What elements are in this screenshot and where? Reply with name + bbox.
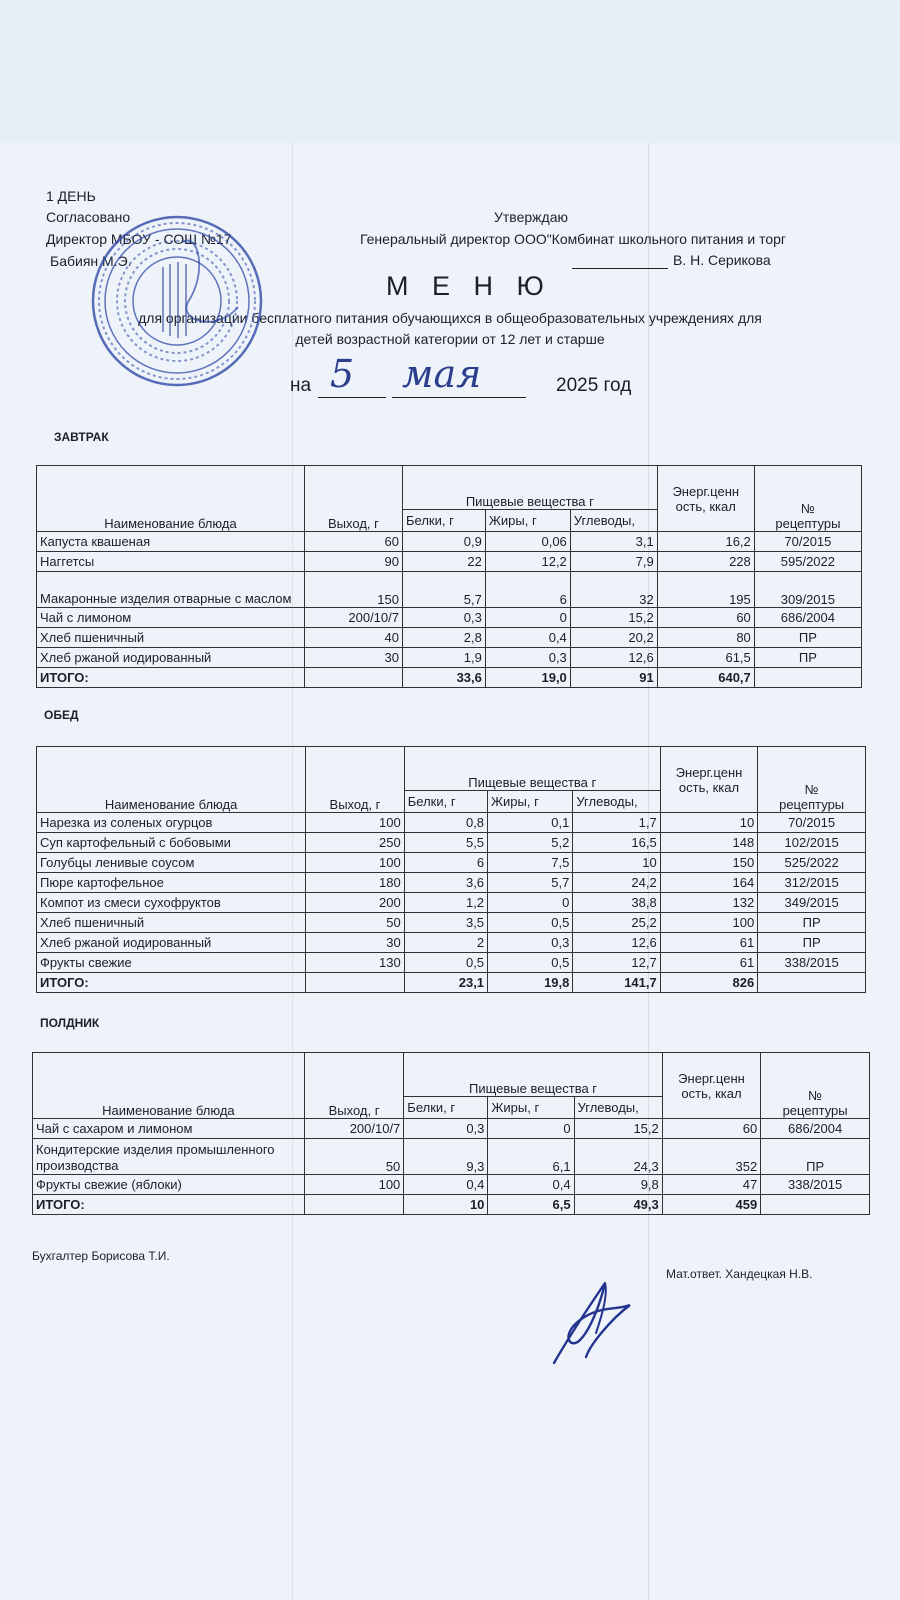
document-subtitle: детей возрастной категории от 12 лет и старше [295, 331, 605, 347]
dish-recipe: 70/2015 [758, 813, 866, 833]
dish-fat: 5,2 [488, 833, 573, 853]
dish-energy: 164 [660, 873, 758, 893]
accountant-label: Бухгалтер Борисова Т.И. [32, 1249, 170, 1263]
total-row [37, 668, 862, 688]
table-row [33, 1139, 870, 1175]
dish-fat: 0 [485, 608, 570, 628]
dish-recipe: ПР [761, 1139, 870, 1175]
dish-carbs: 3,1 [570, 532, 657, 552]
dish-carbs: 9,8 [574, 1175, 662, 1195]
total-energy: 826 [660, 973, 758, 993]
table-row [37, 833, 866, 853]
breakfast-table [36, 465, 862, 688]
dish-protein: 0,8 [404, 813, 487, 833]
col-header-output: Выход, г [306, 747, 405, 813]
dish-recipe: 312/2015 [758, 873, 866, 893]
col-header-recipe [754, 466, 861, 532]
dish-output: 40 [304, 628, 402, 648]
dish-name: Суп картофельный с бобовыми [37, 833, 306, 853]
col-header-name: Наименование блюда [33, 1053, 305, 1119]
table-row [37, 873, 866, 893]
dish-output: 60 [304, 532, 402, 552]
date-day-handwritten: 5 [330, 352, 355, 396]
total-label: ИТОГО: [37, 973, 306, 993]
date-day-line [318, 397, 386, 398]
col-header-nutrients: Пищевые вещества г [402, 466, 657, 510]
dish-name: Компот из смеси сухофруктов [37, 893, 306, 913]
table-row [37, 813, 866, 833]
dish-energy: 60 [657, 608, 754, 628]
dish-protein: 6 [404, 853, 487, 873]
dish-carbs: 32 [570, 572, 657, 608]
snack-table [32, 1052, 870, 1215]
dish-name: Нарезка из соленых огурцов [37, 813, 306, 833]
dish-output: 200/10/7 [304, 608, 402, 628]
director-title: Директор МБОУ - СОШ №17 [46, 231, 232, 247]
dish-energy: 100 [660, 913, 758, 933]
dish-protein: 2,8 [402, 628, 485, 648]
dish-protein: 0,3 [402, 608, 485, 628]
dish-output: 30 [304, 648, 402, 668]
dish-carbs: 12,6 [570, 648, 657, 668]
total-row [33, 1195, 870, 1215]
dish-protein: 1,9 [402, 648, 485, 668]
dish-carbs: 12,7 [573, 953, 660, 973]
col-header-protein: Белки, г [404, 1097, 488, 1119]
col-header-nutrients: Пищевые вещества г [404, 1053, 662, 1097]
total-recipe-empty [758, 973, 866, 993]
total-output-empty [306, 973, 405, 993]
signature-line [572, 268, 668, 269]
dish-protein: 5,7 [402, 572, 485, 608]
col-header-energy [657, 466, 754, 532]
col-header-recipe [761, 1053, 870, 1119]
dish-carbs: 38,8 [573, 893, 660, 913]
dish-recipe: 595/2022 [754, 552, 861, 572]
table-row [37, 572, 862, 608]
dish-protein: 0,3 [404, 1119, 488, 1139]
col-header-recipe-line: № [804, 782, 819, 797]
col-header-output: Выход, г [304, 466, 402, 532]
dish-name: Чай с сахаром и лимоном [33, 1119, 305, 1139]
total-output-empty [304, 668, 402, 688]
background-top [0, 0, 900, 150]
document-subtitle: для организации бесплатного питания обучающихся в общеобразовательных учреждениях для [138, 310, 762, 326]
round-stamp [88, 212, 266, 390]
dish-fat: 0,4 [485, 628, 570, 648]
total-output-empty [304, 1195, 403, 1215]
dish-recipe: 349/2015 [758, 893, 866, 913]
dish-energy: 60 [662, 1119, 760, 1139]
total-label: ИТОГО: [33, 1195, 305, 1215]
dish-output: 130 [306, 953, 405, 973]
dish-carbs: 24,2 [573, 873, 660, 893]
total-carbs: 49,3 [574, 1195, 662, 1215]
col-header-name: Наименование блюда [37, 466, 305, 532]
dish-protein: 5,5 [404, 833, 487, 853]
dish-name: Фрукты свежие (яблоки) [33, 1175, 305, 1195]
dish-energy: 61 [660, 953, 758, 973]
dish-fat: 0 [488, 893, 573, 913]
table-row [37, 608, 862, 628]
dish-fat: 12,2 [485, 552, 570, 572]
dish-fat: 6 [485, 572, 570, 608]
dish-output: 50 [304, 1139, 403, 1175]
dish-recipe: 70/2015 [754, 532, 861, 552]
dish-recipe: 309/2015 [754, 572, 861, 608]
col-header-protein: Белки, г [402, 510, 485, 532]
total-fat: 19,8 [488, 973, 573, 993]
total-energy: 459 [662, 1195, 760, 1215]
col-header-energy-line: Энерг.ценн [675, 764, 743, 780]
dish-energy: 16,2 [657, 532, 754, 552]
col-header-energy-line: Энерг.ценн [678, 1070, 745, 1086]
dish-energy: 150 [660, 853, 758, 873]
date-year: 2025 год [556, 375, 632, 396]
dish-carbs: 16,5 [573, 833, 660, 853]
dish-protein: 1,2 [404, 893, 487, 913]
total-fat: 19,0 [485, 668, 570, 688]
date-month-handwritten: мая [402, 352, 482, 396]
dish-recipe: ПР [758, 933, 866, 953]
table-row [33, 1119, 870, 1139]
dish-protein: 9,3 [404, 1139, 488, 1175]
dish-fat: 7,5 [488, 853, 573, 873]
col-header-fat: Жиры, г [485, 510, 570, 532]
dish-name: Чай с лимоном [37, 608, 305, 628]
general-director-title: Генеральный директор ООО"Комбинат школьного питания и торг [360, 231, 787, 247]
dish-energy: 352 [662, 1139, 760, 1175]
total-protein: 23,1 [404, 973, 487, 993]
responsible-label: Мат.ответ. Хандецкая Н.В. [666, 1267, 813, 1281]
director-name: Бабиян М.Э. [50, 253, 132, 269]
total-carbs: 141,7 [573, 973, 660, 993]
dish-recipe: 686/2004 [761, 1119, 870, 1139]
dish-energy: 61 [660, 933, 758, 953]
dish-fat: 0,1 [488, 813, 573, 833]
dish-output: 100 [306, 813, 405, 833]
dish-fat: 0,3 [488, 933, 573, 953]
col-header-protein: Белки, г [404, 791, 487, 813]
col-header-energy-line: ость, ккал [681, 1085, 742, 1101]
total-recipe-empty [754, 668, 861, 688]
table-row [37, 913, 866, 933]
dish-fat: 0,3 [485, 648, 570, 668]
table-row [37, 552, 862, 572]
col-header-energy-line: ость, ккал [678, 779, 740, 795]
col-header-recipe [758, 747, 866, 813]
col-header-carbs: Углеводы, [573, 791, 660, 813]
dish-protein: 22 [402, 552, 485, 572]
dish-output: 250 [306, 833, 405, 853]
table-row [33, 1175, 870, 1195]
col-header-recipe-line: рецептуры [782, 1103, 848, 1118]
dish-recipe: 525/2022 [758, 853, 866, 873]
dish-recipe: ПР [754, 648, 861, 668]
dish-fat: 0,4 [488, 1175, 574, 1195]
dish-fat: 6,1 [488, 1139, 574, 1175]
date-month-line [392, 397, 526, 398]
table-row [37, 933, 866, 953]
dish-carbs: 12,6 [573, 933, 660, 953]
total-energy: 640,7 [657, 668, 754, 688]
dish-recipe: 686/2004 [754, 608, 861, 628]
dish-carbs: 24,3 [574, 1139, 662, 1175]
dish-output: 200/10/7 [304, 1119, 403, 1139]
dish-fat: 0 [488, 1119, 574, 1139]
dish-protein: 2 [404, 933, 487, 953]
col-header-energy-line: ость, ккал [675, 498, 736, 514]
col-header-output: Выход, г [304, 1053, 403, 1119]
dish-protein: 3,5 [404, 913, 487, 933]
col-header-recipe-line: № [808, 1088, 823, 1103]
table-row [37, 893, 866, 913]
dish-name: Наггетсы [37, 552, 305, 572]
dish-name: Кондитерские изделия промышленного производства [33, 1139, 305, 1175]
dish-name: Хлеб ржаной иодированный [37, 933, 306, 953]
dish-energy: 10 [660, 813, 758, 833]
dish-energy: 47 [662, 1175, 760, 1195]
col-header-recipe-line: № [800, 501, 815, 516]
table-row [37, 532, 862, 552]
dish-output: 30 [306, 933, 405, 953]
agreed-label: Согласовано [46, 209, 131, 225]
dish-recipe: 338/2015 [758, 953, 866, 973]
section-title: ОБЕД [44, 708, 79, 722]
dish-protein: 0,9 [402, 532, 485, 552]
dish-energy: 132 [660, 893, 758, 913]
dish-protein: 0,5 [404, 953, 487, 973]
dish-name: Голубцы ленивые соусом [37, 853, 306, 873]
lunch-table [36, 746, 866, 993]
dish-energy: 80 [657, 628, 754, 648]
dish-name: Хлеб пшеничный [37, 628, 305, 648]
table-row [37, 648, 862, 668]
table-row [37, 628, 862, 648]
dish-output: 100 [304, 1175, 403, 1195]
col-header-recipe-line: рецептуры [779, 797, 845, 812]
col-header-energy [662, 1053, 760, 1119]
dish-output: 50 [306, 913, 405, 933]
dish-name: Хлеб пшеничный [37, 913, 306, 933]
dish-recipe: 102/2015 [758, 833, 866, 853]
section-title: ЗАВТРАК [54, 430, 109, 444]
dish-name: Пюре картофельное [37, 873, 306, 893]
dish-protein: 3,6 [404, 873, 487, 893]
dish-carbs: 1,7 [573, 813, 660, 833]
handwritten-signature [550, 1275, 650, 1375]
day-label: 1 ДЕНЬ [46, 188, 96, 204]
dish-recipe: ПР [754, 628, 861, 648]
dish-fat: 5,7 [488, 873, 573, 893]
col-header-carbs: Углеводы, [574, 1097, 662, 1119]
dish-name: Фрукты свежие [37, 953, 306, 973]
table-row [37, 953, 866, 973]
document-title: М Е Н Ю [386, 271, 552, 301]
dish-protein: 0,4 [404, 1175, 488, 1195]
col-header-fat: Жиры, г [488, 791, 573, 813]
dish-energy: 228 [657, 552, 754, 572]
total-carbs: 91 [570, 668, 657, 688]
total-protein: 10 [404, 1195, 488, 1215]
col-header-nutrients: Пищевые вещества г [404, 747, 660, 791]
dish-output: 100 [306, 853, 405, 873]
dish-output: 90 [304, 552, 402, 572]
dish-carbs: 7,9 [570, 552, 657, 572]
dish-carbs: 25,2 [573, 913, 660, 933]
dish-name: Хлеб ржаной иодированный [37, 648, 305, 668]
col-header-energy [660, 747, 758, 813]
date-prefix: на [290, 375, 312, 396]
dish-carbs: 20,2 [570, 628, 657, 648]
total-row [37, 973, 866, 993]
col-header-carbs: Углеводы, [570, 510, 657, 532]
dish-energy: 195 [657, 572, 754, 608]
dish-fat: 0,06 [485, 532, 570, 552]
section-title: ПОЛДНИК [40, 1016, 100, 1030]
dish-energy: 148 [660, 833, 758, 853]
dish-carbs: 10 [573, 853, 660, 873]
dish-output: 200 [306, 893, 405, 913]
dish-output: 180 [306, 873, 405, 893]
total-recipe-empty [761, 1195, 870, 1215]
col-header-fat: Жиры, г [488, 1097, 574, 1119]
dish-carbs: 15,2 [570, 608, 657, 628]
dish-energy: 61,5 [657, 648, 754, 668]
dish-name: Капуста квашеная [37, 532, 305, 552]
total-label: ИТОГО: [37, 668, 305, 688]
dish-carbs: 15,2 [574, 1119, 662, 1139]
table-row [37, 853, 866, 873]
col-header-name: Наименование блюда [37, 747, 306, 813]
total-fat: 6,5 [488, 1195, 574, 1215]
dish-name: Макаронные изделия отварные с маслом [37, 572, 305, 608]
dish-output: 150 [304, 572, 402, 608]
approve-label: Утверждаю [494, 209, 568, 225]
col-header-energy-line: Энерг.ценн [672, 483, 740, 499]
dish-fat: 0,5 [488, 913, 573, 933]
dish-fat: 0,5 [488, 953, 573, 973]
col-header-recipe-line: рецептуры [775, 516, 841, 531]
dish-recipe: ПР [758, 913, 866, 933]
total-protein: 33,6 [402, 668, 485, 688]
general-director-name: В. Н. Серикова [673, 252, 771, 268]
dish-recipe: 338/2015 [761, 1175, 870, 1195]
